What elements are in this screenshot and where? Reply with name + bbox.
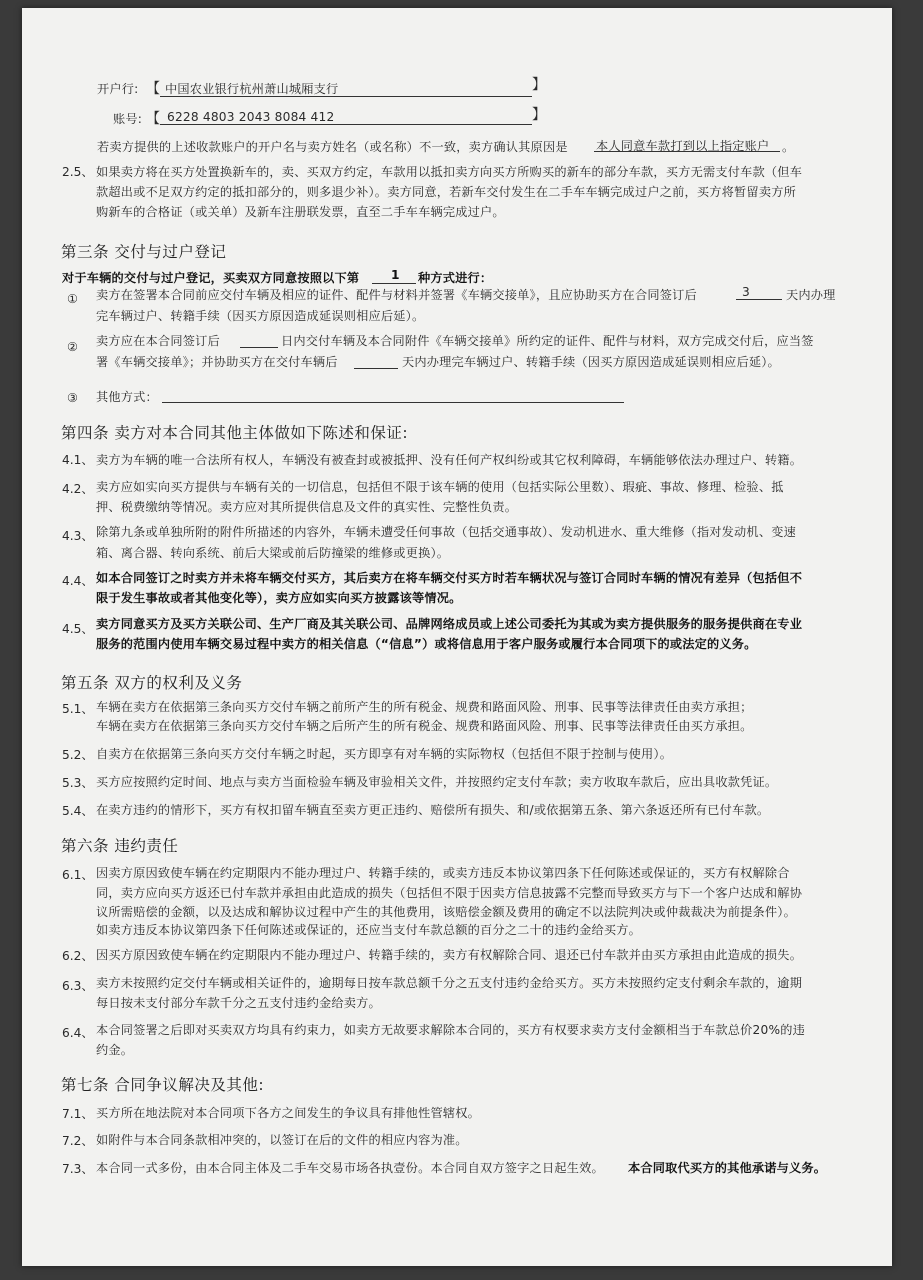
clause-line: 因卖方原因致使车辆在约定期限内不能办理过户、转籍手续的，或卖方违反本协议第四条下任何陈述或保证的，买方有权解除合 — [96, 866, 790, 880]
clause-number: 2.5、 — [62, 165, 94, 179]
item-2-line-2-post: 天内办理完车辆过户、转籍手续（因买方原因造成延误则相应后延）。 — [402, 355, 780, 369]
clause-number: 5.3、 — [62, 776, 94, 790]
bank-value: 中国农业银行杭州萧山城厢支行 — [165, 82, 339, 96]
clause-number: 4.2、 — [62, 482, 94, 496]
clause-number: 7.2、 — [62, 1134, 94, 1148]
clause-line: 除第九条或单独所附的附件所描述的内容外，车辆未遭受任何事故（包括交通事故）、发动机进水、重大维修（指对发动机、变速 — [96, 525, 796, 539]
article-6-title: 第六条 违约责任 — [61, 837, 179, 855]
clause-line: 箱、离合器、转向系统、前后大梁或前后防撞梁的维修或更换）。 — [96, 546, 450, 560]
mismatch-reason: 本人同意车款打到以上指定账户 — [596, 139, 770, 153]
account-value: 6228 4803 2043 8084 412 — [167, 110, 335, 124]
clause-number: 6.2、 — [62, 949, 94, 963]
clause-number: 4.4、 — [62, 574, 94, 588]
item-1-days: 3 — [742, 285, 750, 299]
clause-line: 款超出或不足双方约定的抵扣部分的，则多退少补）。卖方同意，若新车交付发生在二手车车辆完成过户之前，买方将暂留卖方所 — [96, 185, 796, 199]
clause-line: 押、税费缴纳等情况。卖方应对其所提供信息及文件的真实性、完整性负责。 — [96, 500, 518, 514]
clause-line: 卖方同意买方及买方关联公司、生产厂商及其关联公司、品牌网络成员或上述公司委托为其或为卖方提供服务的服务提供商在专业 — [96, 617, 803, 631]
clause-line: 在卖方违约的情形下，买方有权扣留车辆直至卖方更正违约、赔偿所有损失、和/或依据第五条、第六条返还所有已付车款。 — [96, 803, 770, 817]
clause-line: 卖方为车辆的唯一合法所有权人，车辆没有被查封或被抵押、没有任何产权纠纷或其它权利障碍，车辆能够依法办理过户、转籍。 — [96, 453, 803, 467]
clause-number: 4.1、 — [62, 453, 94, 467]
blank-underline — [354, 368, 398, 369]
article-4-title: 第四条 卖方对本合同其他主体做如下陈述和保证: — [61, 424, 409, 442]
clause-number: 6.4、 — [62, 1026, 94, 1040]
clause-line: 同，卖方应向买方返还已付车款并承担由此造成的损失（包括但不限于因卖方信息披露不完整而导致买方与下一个客户达成和解协 — [96, 886, 803, 900]
option-underline — [372, 283, 416, 284]
clause-line: 本合同一式多份，由本合同主体及二手车交易市场各执壹份。本合同自双方签字之日起生效。 — [96, 1161, 604, 1175]
clause-line: 卖方未按照约定交付车辆或相关证件的，逾期每日按车款总额千分之五支付违约金给买方。买方未按照约定支付剩余车款的，逾期 — [96, 976, 803, 990]
account-label: 账号: — [113, 112, 143, 126]
art3-lead-post: 种方式进行： — [418, 271, 493, 285]
item-marker: ① — [67, 292, 78, 306]
article-7-title: 第七条 合同争议解决及其他: — [61, 1076, 265, 1094]
clause-number: 5.4、 — [62, 804, 94, 818]
item-1-post: 天内办理 — [786, 288, 836, 302]
clause-line: 议所需赔偿的金额，以及达成和解协议过程中产生的其他费用，该赔偿金额及费用的确定不以法院判决或仲裁裁决为前提条件）。 — [96, 905, 796, 919]
bracket-open: 【 — [146, 81, 161, 97]
bracket-open-2: 【 — [146, 111, 161, 127]
clause-number: 6.1、 — [62, 868, 94, 882]
art3-lead: 对于车辆的交付与过户登记，买卖双方同意按照以下第 — [62, 271, 360, 285]
clause-line: 购新车的合格证（或关单）及新车注册联发票，直至二手车车辆完成过户。 — [96, 205, 505, 219]
item-marker: ③ — [67, 391, 78, 405]
reason-underline — [594, 151, 780, 152]
clause-line: 买方应按照约定时间、地点与卖方当面检验车辆及审验相关文件，并按照约定支付车款；卖方收取车款后，应出具收款凭证。 — [96, 775, 778, 789]
clause-line-bold: 本合同取代买方的其他承诺与义务。 — [628, 1161, 827, 1175]
clause-line: 约金。 — [96, 1043, 134, 1057]
mismatch-end: 。 — [782, 140, 795, 154]
clause-line: 限于发生事故或者其他变化等），卖方应如实向买方披露该等情况。 — [96, 591, 462, 605]
item-1-line-2: 完车辆过户、转籍手续（因买方原因造成延误则相应后延）。 — [96, 309, 425, 323]
clause-line: 车辆在卖方在依据第三条向买方交付车辆之前所产生的所有税金、规费和路面风险、刑事、民事等法律责任由卖方承担； — [96, 700, 753, 714]
clause-line: 如果卖方将在买方处置换新车的，卖、买双方约定，车款用以抵扣卖方向买方所购买的新车的部分车款，买方无需支付车款（但车 — [96, 165, 803, 179]
clause-line: 车辆在卖方在依据第三条向买方交付车辆之后所产生的所有税金、规费和路面风险、刑事、民事等法律责任由买方承担。 — [96, 719, 753, 733]
clause-line: 服务的范围内使用车辆交易过程中卖方的相关信息（“信息”）或将信息用于客户服务或履行本合同项下的或法定的义务。 — [96, 637, 757, 651]
item-1-text: 卖方在签署本合同前应交付车辆及相应的证件、配件与材料并签署《车辆交接单》，且应协助买方在合同签订后 — [96, 288, 697, 302]
item-2-text: 卖方应在本合同签订后 — [96, 334, 220, 348]
mismatch-text: 若卖方提供的上述收款账户的开户名与卖方姓名（或名称）不一致，卖方确认其原因是 — [97, 140, 568, 154]
bracket-close-2: 】 — [532, 107, 547, 123]
article-5-title: 第五条 双方的权利及义务 — [61, 674, 243, 692]
item-2-mid: 日内交付车辆及本合同附件《车辆交接单》所约定的证件、配件与材料，双方完成交付后，应当签 — [281, 334, 814, 348]
bracket-close: 】 — [532, 77, 547, 93]
clause-number: 4.3、 — [62, 529, 94, 543]
item-3-label: 其他方式： — [96, 390, 158, 404]
article-3-title: 第三条 交付与过户登记 — [61, 243, 227, 261]
clause-number: 5.1、 — [62, 702, 94, 716]
other-underline — [162, 402, 624, 403]
account-underline — [160, 124, 532, 125]
clause-line: 每日按未支付部分车款千分之五支付违约金给卖方。 — [96, 996, 381, 1010]
clause-line: 因买方原因致使车辆在约定期限内不能办理过户、转籍手续的，卖方有权解除合同、退还已付车款并由买方承担由此造成的损失。 — [96, 948, 803, 962]
clause-line: 如附件与本合同条款相冲突的，以签订在后的文件的相应内容为准。 — [96, 1133, 468, 1147]
clause-line: 卖方应如实向买方提供与车辆有关的一切信息，包括但不限于该车辆的使用（包括实际公里数）、瑕疵、事故、修理、检验、抵 — [96, 480, 784, 494]
clause-number: 5.2、 — [62, 748, 94, 762]
clause-number: 6.3、 — [62, 979, 94, 993]
bank-label: 开户行: — [97, 82, 139, 96]
clause-line: 自卖方在依据第三条向买方交付车辆之时起，买方即享有对车辆的实际物权（包括但不限于控制与使用）。 — [96, 747, 673, 761]
clause-number: 4.5、 — [62, 622, 94, 636]
item-marker: ② — [67, 340, 78, 354]
clause-line: 本合同签署之后即对买卖双方均具有约束力，如卖方无故要求解除本合同的，买方有权要求卖方支付金额相当于车款总价20%的违 — [96, 1023, 806, 1037]
blank-underline — [240, 347, 278, 348]
clause-line: 如卖方违反本协议第四条下任何陈述或保证的，还应当支付车款总额的百分之二十的违约金给买方。 — [96, 923, 642, 937]
bank-underline — [160, 96, 532, 97]
clause-number: 7.1、 — [62, 1107, 94, 1121]
clause-number: 7.3、 — [62, 1162, 94, 1176]
clause-line: 如本合同签订之时卖方并未将车辆交付买方，其后卖方在将车辆交付买方时若车辆状况与签订合同时车辆的情况有差异（包括但不 — [96, 571, 803, 585]
item-2-line-2: 署《车辆交接单》；并协助买方在交付车辆后 — [96, 355, 338, 369]
art3-option-value: 1 — [391, 268, 400, 282]
clause-line: 买方所在地法院对本合同项下各方之间发生的争议具有排他性管辖权。 — [96, 1106, 481, 1120]
days-underline — [736, 299, 782, 300]
